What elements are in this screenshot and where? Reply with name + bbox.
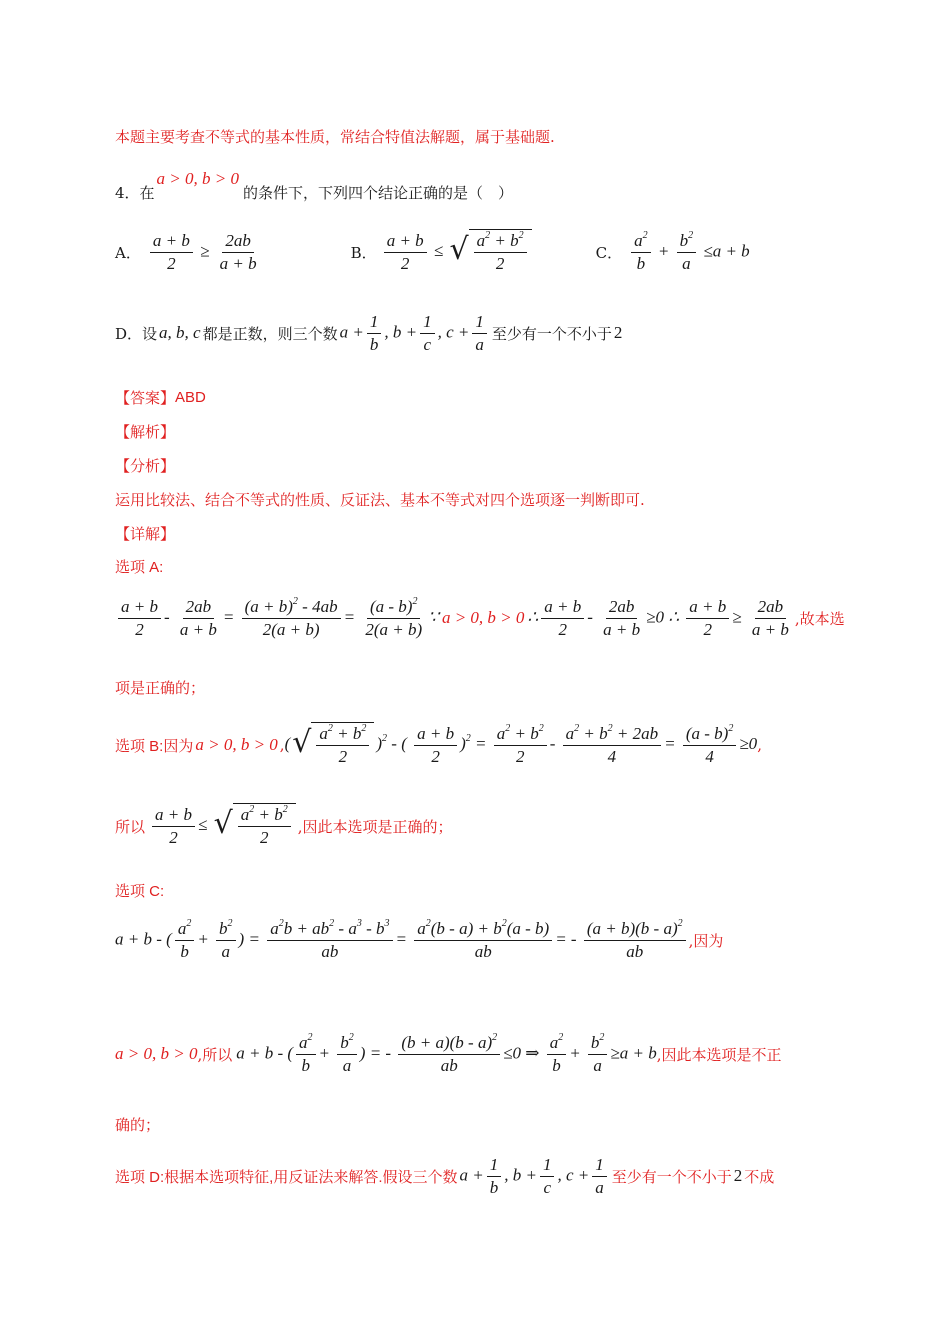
opt-b-derivation: 选项 B:因为 a > 0, b > 0 , ( √ $\frac{a^2 + b^2}{2}$ )$^2$ - ( $\frac{a + b}{2}$ )$^2$ = $\frac{a^2 + b^2}{2}$ - $\frac{a^2 + b^2 + 2ab}{4}$ = $\frac{(a - b)^2}{4}$ ≥0 , (115, 722, 762, 766)
answer-line: 【答案】 ABD (115, 389, 206, 407)
opt-a-derivation: $\frac{a + b}{2}$ - $\frac{2ab}{a + b}$ = $\frac{(a + b)^2 - 4ab}{2(a + b)}$ = $\frac{(a - b)^2}{2(a + b)}$ ∵ a > 0, b > 0 ∴ $\frac{a + b}{2}$ - $\frac{2ab}{a + b}$ ≥0 ∴ $\frac{a + b}{2}$ ≥ $\frac{2ab}{a + b}$ ,故本选 (115, 590, 840, 646)
fenxi-label: 【分析】 (115, 457, 176, 475)
opt-a-cont: 项是正确的； (115, 679, 206, 697)
analysis-label: 【解析】 (115, 423, 176, 441)
options-abc (115, 224, 840, 280)
question-4: 4．在 a > 0, b > 0 的条件下，下列四个结论正确的是（ ） (115, 168, 514, 202)
intro-note: 本题主要考查不等式的基本性质，常结合特值法解题，属于基础题. (115, 128, 555, 146)
option-b-formula: $\frac{a + b}{2}$ ≤ √ $\frac{a^2 + b^2}{2}$ (381, 229, 534, 275)
option-c-label: C． (595, 243, 623, 262)
opt-b-conclusion: 所以 $\frac{a + b}{2}$ ≤ √ $\frac{a^2 + b^2}{2}$ ,因此本选项是正确的； (115, 804, 453, 847)
option-a-label: A． (115, 243, 141, 262)
option-c-formula: $\frac{a^2}{b}$ + $\frac{b^2}{a}$ ≤a + b (628, 230, 750, 275)
opt-c-derivation: a + b - ( $\frac{a^2}{b}$ + $\frac{b^2}{a}$ ) = $\frac{a^2b + ab^2 - a^3 - b^3}{ab}$ = $\frac{a^2(b - a) + b^2(a - b)}{ab}$ = - $\frac{(a + b)(b - a)^2}{ab}$ ,因为 (115, 917, 724, 961)
option-b-label: B． (350, 243, 377, 262)
option-a-formula: $\frac{a + b}{2}$ ≥ $\frac{2ab}{a + b}$ (147, 230, 263, 275)
detail-label: 【详解】 (115, 525, 176, 543)
opt-c-title: 选项 C: (115, 883, 165, 900)
opt-c-cont: 确的； (115, 1116, 161, 1134)
opt-a-title: 选项 A: (115, 559, 164, 576)
fenxi-text: 运用比较法、结合不等式的性质、反证法、基本不等式对四个选项逐一判断即可. (115, 491, 645, 509)
option-d: D．设 a, b, c 都是正数，则三个数 a + $\frac{1}{b}$ , b + $\frac{1}{c}$ , c + $\frac{1}{a}$ 至少有一个不小于 2 (115, 311, 623, 354)
option-d-formula: a + $\frac{1}{b}$ , b + $\frac{1}{c}$ , c + $\frac{1}{a}$ (340, 311, 490, 356)
opt-d-reasoning: 选项 D:根据本选项特征,用反证法来解答.假设三个数 a + $\frac{1}{b}$ , b + $\frac{1}{c}$ , c + $\frac{1}{a}$ 至少有一个不小于 2 不成 (115, 1154, 775, 1197)
question-condition: a > 0, b > 0 (156, 168, 239, 188)
opt-c-conclusion: a > 0, b > 0 ,所以 a + b - ( $\frac{a^2}{b}$ + $\frac{b^2}{a}$ ) = - $\frac{(b + a)(b - a)^2}{ab}$ ≤0 ⇒ $\frac{a^2}{b}$ + $\frac{b^2}{a}$ ≥a + b ,因此本选项是不正 (115, 1031, 782, 1075)
